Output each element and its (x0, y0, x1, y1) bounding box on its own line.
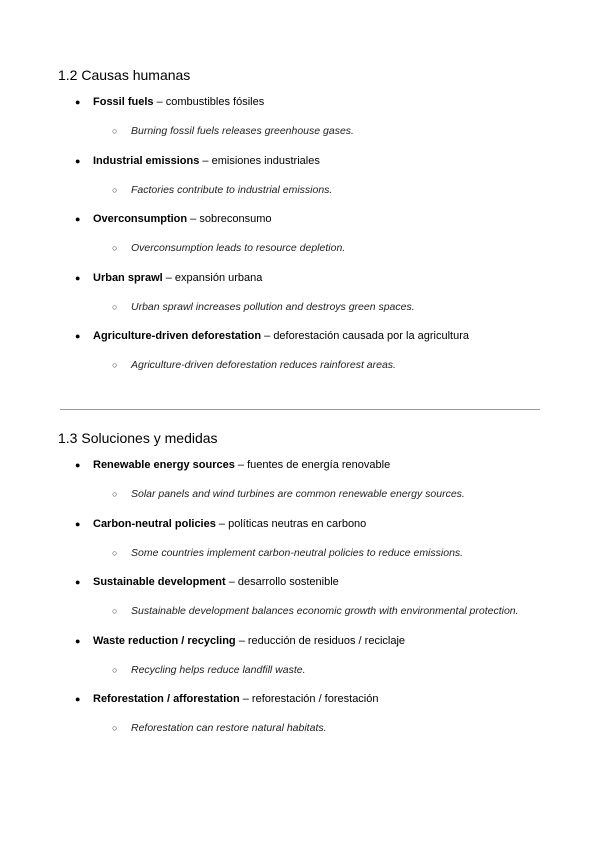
sub-bullet-icon: ○ (112, 243, 118, 253)
vocabulary-item (0, 574, 600, 617)
term-spanish: reforestación / forestación (251, 693, 379, 705)
bullet-icon: ● (75, 518, 81, 529)
example-sentence (0, 299, 415, 315)
vocabulary-item (0, 153, 600, 196)
vocabulary-item (0, 516, 600, 559)
term-english: Industrial emissions (93, 154, 200, 167)
example-sentence (0, 720, 327, 736)
term-separator: – (261, 330, 274, 342)
term-line (0, 574, 600, 590)
term-line (0, 328, 600, 344)
example-text: Reforestation can restore natural habitats. (131, 722, 327, 734)
term-separator: – (239, 693, 252, 705)
term-line (0, 270, 600, 286)
term-line (0, 691, 600, 707)
term-line (0, 633, 600, 649)
example-text: Some countries implement carbon-neutral policies to reduce emissions. (131, 546, 464, 559)
term-english: Sustainable development (93, 576, 226, 588)
bullet-icon: ● (75, 97, 81, 107)
example-text: Sustainable development balances economic growth with environmental protection. (131, 605, 519, 617)
term-english: Renewable energy sources (93, 459, 235, 471)
term-english: Carbon-neutral policies (93, 517, 216, 530)
term-separator: – (153, 96, 166, 108)
term-english: Reforestation / afforestation (93, 693, 240, 705)
bullet-icon: ● (75, 460, 81, 470)
sub-bullet-icon: ○ (112, 723, 118, 733)
sub-bullet-icon: ○ (112, 360, 118, 370)
example-sentence (0, 182, 332, 198)
example-text: Recycling helps reduce landfill waste. (131, 663, 306, 676)
sub-bullet-icon: ○ (112, 126, 118, 136)
example-text: Urban sprawl increases pollution and destroys green spaces. (131, 300, 415, 313)
term-spanish: reducción de residuos / reciclaje (247, 634, 406, 647)
term-english: Urban sprawl (93, 271, 163, 284)
term-spanish: deforestación causada por la agricultura (273, 330, 469, 342)
term-line (0, 211, 600, 227)
term-line (0, 457, 600, 473)
section-heading (58, 429, 558, 447)
term-english: Overconsumption (93, 213, 188, 225)
section-causas-humanas (58, 66, 558, 371)
term-separator: – (215, 517, 229, 530)
example-text: Agriculture-driven deforestation reduces rainforest areas. (131, 359, 396, 371)
sub-bullet-icon: ○ (112, 301, 118, 312)
example-sentence (0, 357, 396, 373)
example-sentence (0, 603, 519, 619)
section-divider (60, 409, 540, 410)
bullet-icon: ● (75, 331, 81, 341)
term-separator: – (187, 213, 200, 225)
vocabulary-item (0, 691, 600, 734)
example-text: Overconsumption leads to resource depletion. (131, 242, 346, 254)
sub-bullet-icon: ○ (112, 606, 118, 616)
section-heading-text: 1.2 Causas humanas (58, 67, 191, 83)
example-sentence (0, 240, 345, 256)
term-english: Waste reduction / recycling (93, 634, 236, 647)
term-spanish: sobreconsumo (199, 213, 272, 225)
sub-bullet-icon: ○ (112, 489, 118, 499)
term-separator: – (225, 576, 238, 588)
term-spanish: desarrollo sostenible (237, 576, 339, 588)
example-sentence (0, 662, 306, 678)
example-sentence (0, 123, 354, 139)
term-separator: – (199, 154, 212, 167)
vocabulary-item (0, 457, 600, 500)
term-spanish: emisiones industriales (211, 154, 320, 167)
bullet-icon: ● (75, 155, 81, 166)
section-soluciones-y-medidas (58, 429, 558, 734)
vocabulary-item (0, 94, 600, 137)
term-spanish: políticas neutras en carbono (228, 517, 367, 530)
sub-bullet-icon: ○ (112, 664, 118, 675)
example-text: Burning fossil fuels releases greenhouse gases. (131, 125, 354, 137)
vocabulary-item (0, 633, 600, 676)
section-heading (58, 66, 558, 84)
bullet-icon: ● (75, 272, 81, 283)
term-line (0, 153, 600, 169)
term-english: Agriculture-driven deforestation (93, 330, 262, 342)
example-text: Factories contribute to industrial emissions. (131, 183, 333, 196)
term-spanish: fuentes de energía renovable (247, 459, 391, 471)
term-spanish: combustibles fósiles (165, 96, 265, 108)
bullet-icon: ● (75, 694, 81, 704)
sub-bullet-icon: ○ (112, 547, 118, 558)
term-line (0, 94, 600, 110)
sub-bullet-icon: ○ (112, 184, 118, 195)
term-separator: – (235, 634, 248, 647)
term-separator: – (234, 459, 248, 471)
term-line (0, 516, 600, 532)
bullet-icon: ● (75, 635, 81, 646)
term-separator: – (162, 271, 175, 284)
bullet-icon: ● (75, 577, 81, 587)
term-english: Fossil fuels (93, 96, 154, 108)
term-spanish: expansión urbana (174, 271, 263, 284)
bullet-icon: ● (75, 214, 81, 224)
section-heading-text: 1.3 Soluciones y medidas (58, 430, 218, 446)
vocabulary-item (0, 270, 600, 313)
example-text: Solar panels and wind turbines are common renewable energy sources. (131, 488, 465, 500)
example-sentence (0, 486, 465, 502)
vocabulary-item (0, 328, 600, 371)
example-sentence (0, 545, 463, 561)
vocabulary-item (0, 211, 600, 254)
